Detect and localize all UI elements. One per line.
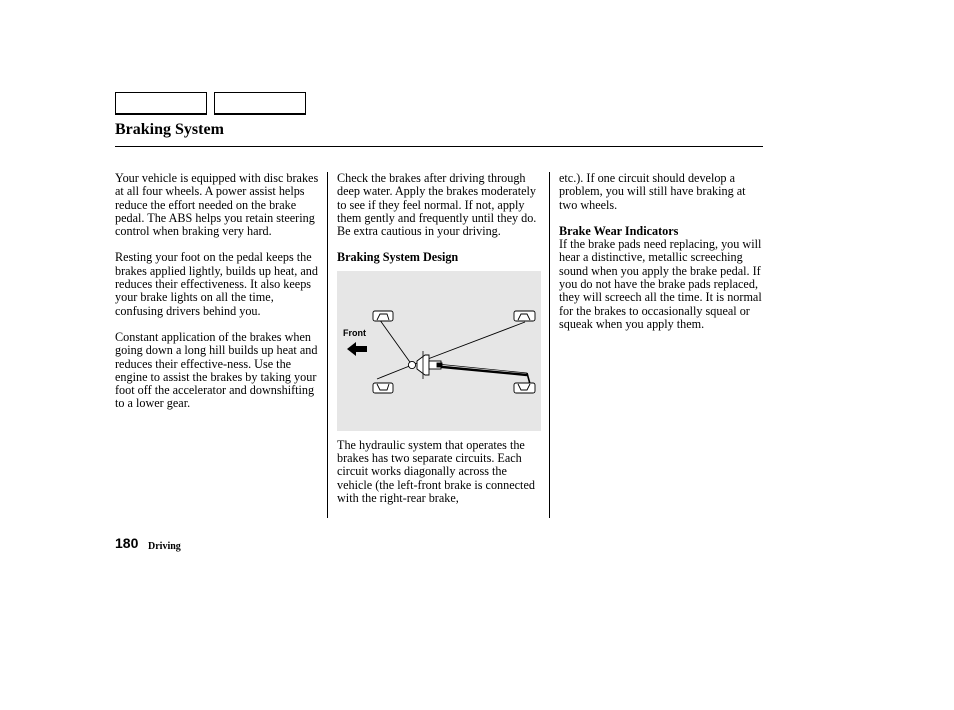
paragraph: Constant application of the brakes when going down a long hill builds up heat and reduces their effective-ness. Use the engine to assist the brakes by taking your foot off the accelerator and downshifting to a lower gear. (115, 329, 318, 411)
column-divider (327, 172, 328, 518)
braking-system-diagram (337, 271, 541, 431)
brake-caliper-icon (514, 311, 535, 321)
column-1 (115, 172, 321, 424)
paragraph: Resting your foot on the pedal keeps the brakes applied lightly, builds up heat, and reduces their effectiveness. It also keeps your brake lights on all the time, confusing drivers behind you. (115, 250, 318, 318)
column-2 (337, 172, 541, 518)
front-arrow-icon (347, 342, 367, 356)
section-label: Driving (148, 541, 181, 552)
page-title: Braking System (115, 121, 224, 138)
column-3 (559, 172, 764, 344)
subhead-braking-system-design: Braking System Design (337, 250, 459, 265)
brake-line-left-front (377, 316, 412, 365)
page-number: 180 (115, 535, 139, 551)
subhead-brake-wear-indicators: Brake Wear Indicators (559, 223, 679, 238)
paragraph: The hydraulic system that operates the brakes has two separate circuits. Each circuit works diagonally across the vehicle (the left-front brake is connected with the right-rear brake, (337, 437, 535, 505)
paragraph: Your vehicle is equipped with disc brakes at all four wheels. A power assist helps reduce the effort needed on the brake pedal. The ABS helps you retain steering control when braking very hard. (115, 171, 319, 239)
brake-line-right-rear (432, 366, 527, 375)
column-divider (549, 172, 550, 518)
paragraph: etc.). If one circuit should develop a problem, you will still have braking at two wheels. (559, 171, 746, 212)
title-rule (115, 146, 763, 147)
brake-caliper-icon (514, 383, 535, 393)
front-label: Front (343, 327, 366, 338)
brake-line-left-rear (377, 365, 412, 379)
header-tab-box-2 (214, 92, 306, 115)
brake-caliper-icon (373, 311, 393, 321)
brake-caliper-icon (373, 383, 393, 393)
header-tab-box-1 (115, 92, 207, 115)
paragraph: Check the brakes after driving through deep water. Apply the brakes moderately to see if they feel normal. If not, apply them gently and frequently until they do. Be extra cautious in your driving. (337, 171, 537, 239)
paragraph: If the brake pads need replacing, you will hear a distinctive, metallic screeching sound when you apply the brake pedal. If you do not have the brake pads replaced, they will screech all the time. It is normal for the brakes to occasionally squeal or squeak when you apply them. (559, 237, 762, 331)
